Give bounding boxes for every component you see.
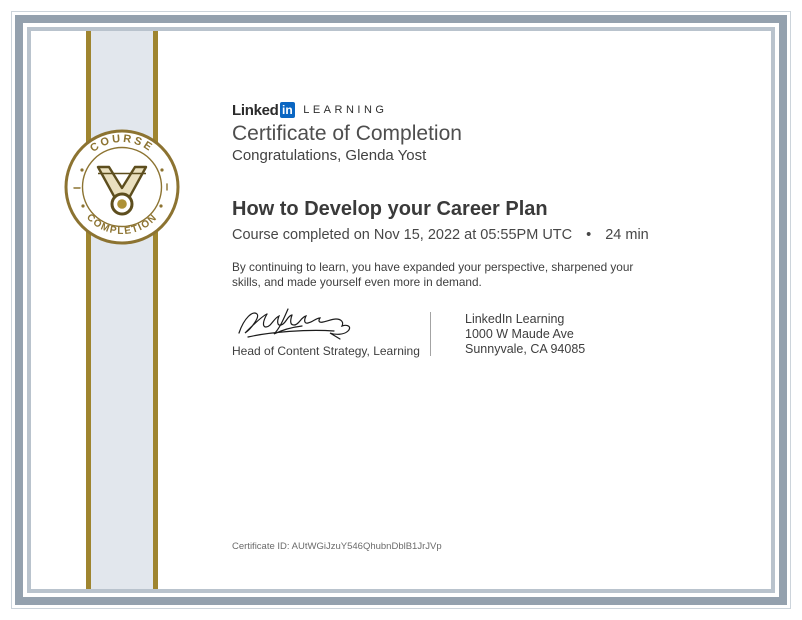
badge-arc-top-label: COURSE: [87, 132, 157, 155]
certificate-id-label: Certificate ID:: [232, 541, 290, 552]
signature-org-divider: [430, 312, 431, 356]
completion-meta: [232, 227, 649, 243]
completed-on-text: Course completed on Nov 15, 2022 at 05:55PM UTC: [232, 227, 573, 243]
congratulations-line: Congratulations, Glenda Yost: [232, 147, 427, 164]
linkedin-learning-logo: [232, 101, 387, 119]
course-duration: 24 min: [605, 227, 649, 243]
certificate-body-text: By continuing to learn, you have expanded your perspective, sharpened your skills, and made yourself even more in demand.: [232, 260, 634, 289]
badge-arc-bottom-label: COMPLETION: [84, 212, 160, 238]
course-title: How to Develop your Career Plan: [232, 198, 548, 220]
course-completion-badge-icon: [62, 127, 182, 247]
certificate-id-value: AUtWGiJzuY546QhubnDblB1JrJVp: [291, 541, 442, 552]
certificate-id: [232, 541, 442, 552]
org-name: LinkedIn Learning: [465, 312, 565, 326]
ribbon-stripe: [86, 31, 158, 589]
signer-title: Head of Content Strategy, Learning: [232, 344, 420, 358]
org-address-line1: 1000 W Maude Ave: [465, 327, 574, 341]
signature: [236, 306, 364, 342]
bullet-separator: •: [586, 227, 592, 243]
certificate-heading: Certificate of Completion: [232, 122, 462, 145]
org-address-line2: Sunnyvale, CA 94085: [465, 342, 586, 356]
linkedin-in-icon: in: [280, 102, 296, 118]
organization-address: [465, 312, 585, 357]
logo-learning-text: LEARNING: [303, 104, 388, 116]
logo-linked-text: Linked: [232, 101, 279, 119]
